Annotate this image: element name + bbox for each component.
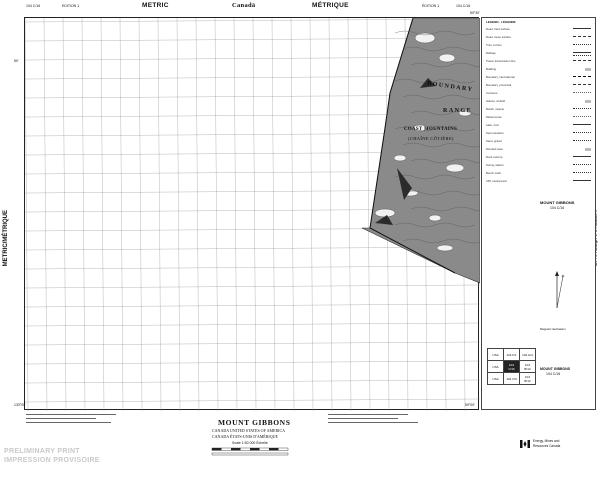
- legend-symbol: [573, 132, 591, 135]
- index-cell: 104 G/4: [520, 349, 536, 361]
- grid-line-horizontal: [25, 399, 480, 402]
- legend-item: Boundary, international: [486, 75, 515, 79]
- legend-item: Spot elevation: [486, 131, 504, 135]
- glacier-patch: [439, 54, 455, 62]
- legend-panel: [481, 17, 596, 410]
- index-row: [488, 349, 536, 361]
- grid-line-vertical: [234, 18, 237, 411]
- legend-item: Sand, gravel: [486, 139, 502, 143]
- legend-item: Wooded area: [486, 147, 503, 151]
- edition-right: ÉDITION 1: [422, 4, 440, 8]
- glacier-patch: [394, 155, 406, 161]
- grid-line-vertical: [44, 18, 47, 411]
- legend-symbol: [585, 148, 591, 151]
- title-country-fr: CANADA ÉTATS-UNIS D'AMÉRIQUE: [212, 434, 278, 439]
- adjoining-sheets-index: [487, 348, 536, 385]
- legend-item: Road, loose surface: [486, 35, 511, 39]
- grid-line-vertical: [120, 18, 123, 411]
- glacier-patch: [429, 215, 441, 221]
- footer-sheet-name: MOUNT GIBBONS: [540, 367, 571, 371]
- panel-sheet-number: 104 C/16: [550, 206, 565, 210]
- legend-item: Lake, river: [486, 123, 500, 127]
- grid-line-vertical: [63, 18, 66, 411]
- map-label-chaine-cotiere: (CHAÎNE CÔTIÈRE): [408, 136, 454, 141]
- index-cell: 104 B/12: [520, 373, 536, 385]
- grid-line-vertical: [25, 18, 28, 411]
- glacier-patch: [375, 209, 395, 217]
- scale-bar: [210, 447, 290, 459]
- panel-sheet-name: MOUNT GIBBONS: [540, 200, 575, 205]
- map-label-coast-mountains: COAST MOUNTAINS: [404, 127, 458, 132]
- index-cell: USA: [488, 373, 504, 385]
- legend-item: Glacier, icefield: [486, 99, 505, 103]
- watermark-line-2: IMPRESSION PROVISOIRE: [4, 457, 100, 464]
- legend-symbol: [573, 124, 591, 127]
- legend-symbol: [573, 116, 591, 119]
- grid-line-vertical: [291, 18, 294, 411]
- grid-line-horizontal: [25, 266, 480, 269]
- footer-sheet-number: 104 C/16: [546, 372, 561, 376]
- canada-flag-icon: [520, 440, 530, 448]
- index-cell: USA: [488, 361, 504, 373]
- legend-symbol: [573, 92, 591, 95]
- legend-symbol: [573, 164, 591, 167]
- metric-label-left: METRIC: [142, 2, 169, 9]
- corner-coord-top-right: 59°30': [470, 11, 480, 15]
- legend-item: Survey station: [486, 163, 504, 167]
- index-cell: 104 B/13: [520, 361, 536, 373]
- grid-line-horizontal: [25, 323, 480, 326]
- grid-line-horizontal: [25, 380, 480, 383]
- index-row: [488, 373, 536, 385]
- grid-line-vertical: [196, 18, 199, 411]
- legend-symbol: [573, 36, 591, 39]
- legend-item: Railway: [486, 51, 496, 55]
- legend-symbol: [573, 156, 591, 159]
- legend-symbol: [585, 100, 591, 103]
- notes-right: [318, 414, 468, 444]
- latitude-tick-label: 50': [14, 59, 19, 63]
- index-cell: 104 C/9: [504, 373, 520, 385]
- corner-coord-bottom-right: 59°00': [465, 403, 475, 407]
- sheet-number-right: 104 C/16: [456, 4, 471, 8]
- sheet-number-left: 104 C/16: [26, 4, 41, 8]
- glacier-patch: [437, 245, 453, 251]
- grid-line-vertical: [215, 18, 218, 411]
- legend-item: Trail, cut line: [486, 43, 502, 47]
- corner-coord-bottom-left: 133°00': [14, 403, 26, 407]
- legend-symbol: [573, 84, 591, 87]
- grid-line-horizontal: [25, 342, 480, 345]
- agency-line-2: Resources Canada: [533, 444, 561, 448]
- legend-item: Boundary, provincial: [486, 83, 512, 87]
- legend-item: Watercourse: [486, 115, 502, 119]
- declination-note: Magnetic declination: [540, 327, 566, 331]
- legend-symbol: [573, 52, 591, 56]
- map-frame: [24, 17, 479, 410]
- map-canvas[interactable]: [25, 18, 480, 411]
- glacier-patch: [446, 164, 464, 172]
- legend-item: Road, hard surface: [486, 27, 510, 31]
- legend-item: Contours: [486, 91, 498, 95]
- grid-line-vertical: [177, 18, 180, 411]
- grid-line-vertical: [158, 18, 161, 411]
- map-title: MOUNT GIBBONS: [218, 418, 291, 427]
- legend-symbol: [573, 172, 591, 175]
- legend-item: Marsh, swamp: [486, 107, 505, 111]
- scale-text: Scale 1:50 000 Échelle: [232, 441, 268, 445]
- legend-item: Bench mark: [486, 171, 501, 175]
- grid-line-horizontal: [25, 361, 480, 364]
- notes-left: [26, 414, 156, 444]
- grid-line-vertical: [253, 18, 256, 411]
- legend-symbol: [573, 140, 591, 143]
- map-label-range: RANGE: [443, 108, 473, 114]
- glacier-patch: [415, 33, 435, 43]
- legend-symbol: [585, 68, 591, 71]
- legend-symbol: [573, 44, 591, 47]
- agency-line-1: Energy, Mines and: [533, 439, 560, 443]
- legend-symbol: [573, 60, 591, 63]
- grid-line-horizontal: [25, 304, 480, 307]
- index-cell: 104 C/16: [504, 361, 520, 373]
- edition-left: EDITION 1: [62, 4, 80, 8]
- legend-item: Rock outcrop: [486, 155, 503, 159]
- grid-line-vertical: [101, 18, 104, 411]
- grid-line-vertical: [272, 18, 275, 411]
- north-arrow-diagram: [542, 270, 572, 310]
- index-cell: USA: [488, 349, 504, 361]
- watermark-line-1: PRELIMINARY PRINT: [4, 448, 80, 455]
- map-label-boundary: BOUNDARY: [426, 80, 474, 94]
- grid-line-horizontal: [25, 285, 480, 288]
- title-country-en: CANADA UNITED STATES OF AMERICA: [212, 428, 286, 433]
- legend-symbol: [573, 28, 591, 31]
- legend-item: Power transmission line: [486, 59, 516, 63]
- grid-line-vertical: [139, 18, 142, 411]
- legend-symbol: [573, 108, 591, 111]
- legend-item: Cliff, escarpment: [486, 179, 507, 183]
- grid-line-vertical: [367, 18, 370, 411]
- legend-title: LEGEND · LÉGENDE: [486, 20, 516, 24]
- index-cell: 104 F/1: [504, 349, 520, 361]
- metric-label-right: MÉTRIQUE: [312, 2, 349, 9]
- legend-symbol: [573, 180, 591, 183]
- canada-wordmark: Canadä: [232, 2, 256, 9]
- grid-line-vertical: [82, 18, 85, 411]
- side-label-left: METRIC/MÉTRIQUE: [3, 210, 9, 267]
- index-table: [487, 348, 536, 385]
- legend-symbol: [573, 76, 591, 79]
- index-row: [488, 361, 536, 373]
- legend-item: Building: [486, 67, 496, 71]
